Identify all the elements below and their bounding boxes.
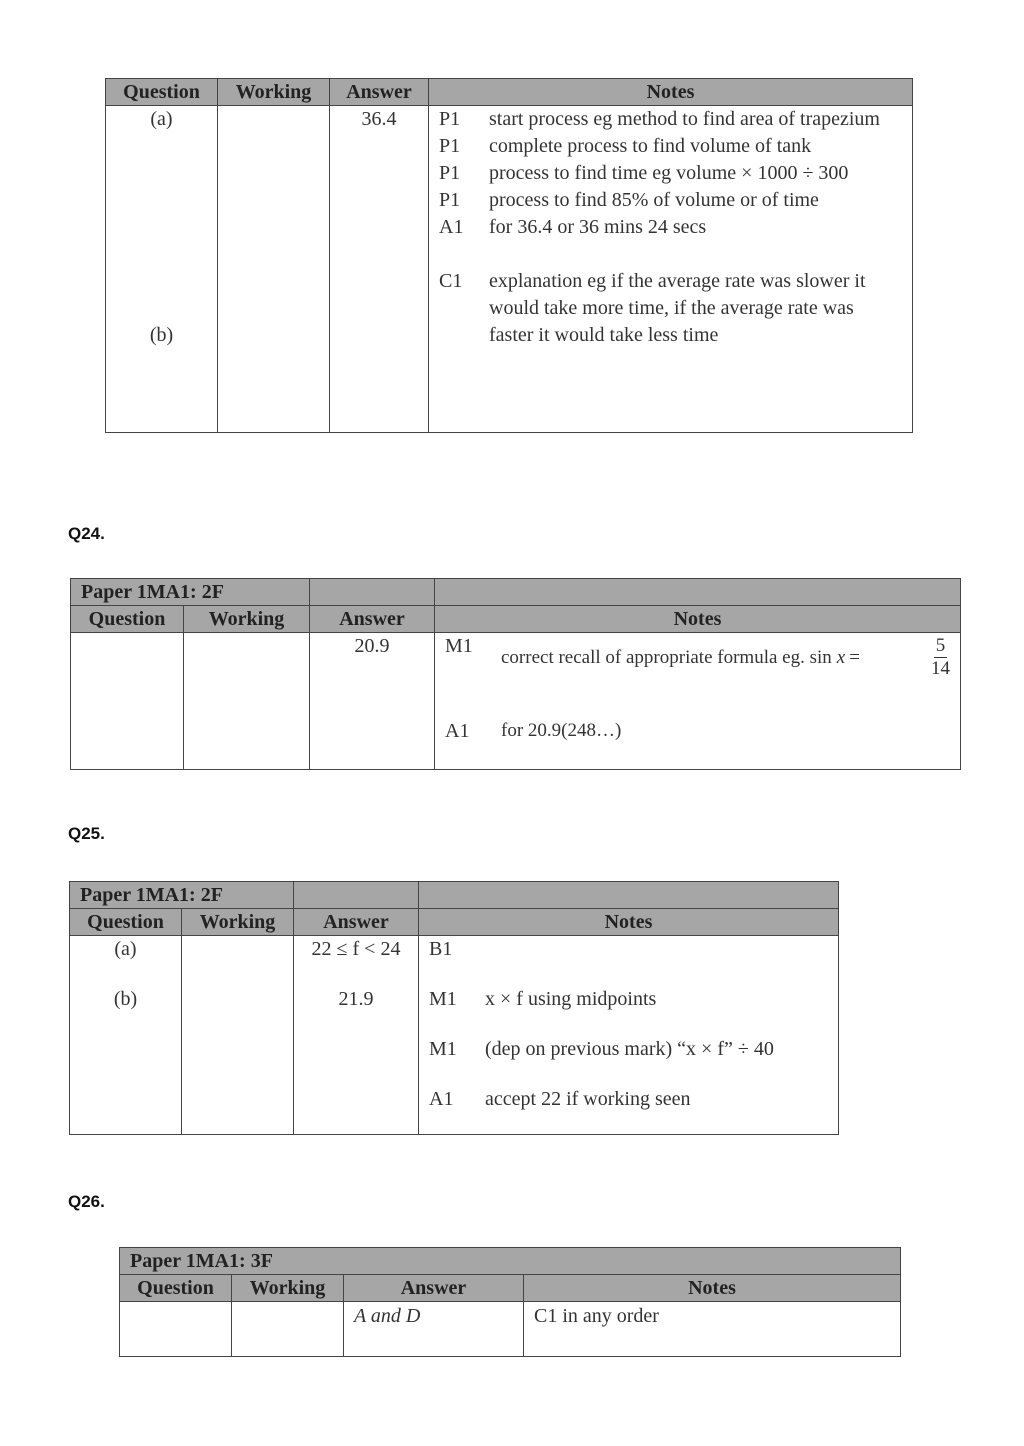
- question-label-q26: Q26.: [68, 1192, 105, 1211]
- mark-code: P1: [439, 135, 461, 157]
- fraction-numerator: 5: [935, 635, 946, 656]
- question-b: (b): [113, 988, 138, 1010]
- mark-code: B1: [429, 938, 453, 960]
- mark-code: A1: [445, 720, 470, 742]
- working-cell: [182, 936, 294, 1135]
- mark-row: [429, 1086, 828, 1112]
- mark-code: M1: [429, 988, 457, 1010]
- mark-text: accept 22 if working seen: [485, 1088, 691, 1110]
- question-cell: [70, 936, 182, 1135]
- mark-row: [439, 187, 882, 214]
- mark-text: (dep on previous mark) “x × f” ÷ 40: [485, 1038, 774, 1060]
- paper-title: Paper 1MA1: 2F: [71, 579, 310, 606]
- header-blank: [435, 579, 961, 606]
- header-working: Working: [184, 606, 310, 633]
- fraction: [931, 635, 950, 680]
- notes-cell: [429, 106, 913, 433]
- mark-code: C1: [439, 270, 463, 292]
- question-b: (b): [149, 324, 174, 346]
- mark-scheme-table-top: [105, 78, 913, 433]
- notes-cell: C1 in any order: [524, 1302, 901, 1357]
- header-answer: Answer: [294, 909, 419, 936]
- paper-title: Paper 1MA1: 3F: [120, 1248, 901, 1275]
- header-notes: Notes: [524, 1275, 901, 1302]
- a1-text: for 20.9(248…): [501, 720, 622, 741]
- mark-code: A1: [439, 216, 464, 238]
- answer-a: 22 ≤ f < 24: [311, 938, 401, 960]
- answer-cell: A and D: [344, 1302, 524, 1357]
- question-cell: [120, 1302, 232, 1357]
- header-notes: Notes: [435, 606, 961, 633]
- mark-code: P1: [439, 189, 461, 211]
- mark-text: explanation eg if the average rate was slower it would take more time, if the average rate was faster it would take less time: [489, 270, 866, 346]
- question-label-q24: Q24.: [68, 524, 105, 543]
- mark-row: [439, 106, 882, 133]
- notes-cell: [419, 936, 839, 1135]
- header-working: Working: [232, 1275, 344, 1302]
- mark-row: [429, 986, 828, 1012]
- mark-row: [429, 936, 828, 962]
- m1-variable: x: [836, 646, 846, 668]
- mark-code: M1: [429, 1038, 457, 1060]
- header-notes: Notes: [419, 909, 839, 936]
- header-question: Question: [70, 909, 182, 936]
- answer-cell: [330, 106, 429, 433]
- mark-scheme-table-q25: [69, 881, 839, 1135]
- m1-text: correct recall of appropriate formula eg. sin: [501, 646, 832, 668]
- question-a: (a): [150, 108, 173, 130]
- mark-scheme-table-q24: [70, 578, 961, 770]
- mark-text: complete process to find volume of tank: [489, 135, 812, 157]
- notes-cell: [435, 633, 961, 770]
- mark-row: [439, 133, 882, 160]
- m1-equals: =: [849, 646, 860, 668]
- mark-text: process to find time eg volume × 1000 ÷ 300: [489, 162, 849, 184]
- mark-row: [439, 268, 882, 349]
- header-working: Working: [218, 79, 330, 106]
- header-answer: Answer: [330, 79, 429, 106]
- mark-row: [439, 214, 882, 241]
- mark-code: M1: [445, 635, 473, 657]
- mark-text: process to find 85% of volume or of time: [489, 189, 819, 211]
- question-cell: [106, 106, 218, 433]
- answer-cell: [294, 936, 419, 1135]
- m1-note: [501, 635, 950, 680]
- header-question: Question: [71, 606, 184, 633]
- header-question: Question: [106, 79, 218, 106]
- header-working: Working: [182, 909, 294, 936]
- header-notes: Notes: [429, 79, 913, 106]
- mark-text: x × f using midpoints: [485, 988, 657, 1010]
- header-answer: Answer: [344, 1275, 524, 1302]
- mark-row: [429, 1036, 828, 1062]
- paper-title: Paper 1MA1: 2F: [70, 882, 294, 909]
- mark-code: P1: [439, 162, 461, 184]
- working-cell: [184, 633, 310, 770]
- mark-text: for 36.4 or 36 mins 24 secs: [489, 216, 707, 238]
- header-blank: [294, 882, 419, 909]
- answer-cell: 20.9: [310, 633, 435, 770]
- question-label-q25: Q25.: [68, 824, 105, 843]
- working-cell: [218, 106, 330, 433]
- header-answer: Answer: [310, 606, 435, 633]
- working-cell: [232, 1302, 344, 1357]
- answer-a: 36.4: [361, 108, 397, 130]
- answer-b: 21.9: [338, 988, 374, 1010]
- mark-code: A1: [429, 1088, 454, 1110]
- question-a: (a): [114, 938, 137, 960]
- mark-row: [439, 160, 882, 187]
- mark-text: start process eg method to find area of trapezium: [489, 108, 880, 130]
- question-cell: [71, 633, 184, 770]
- header-blank: [419, 882, 839, 909]
- mark-scheme-table-q26: [119, 1247, 901, 1357]
- header-blank: [310, 579, 435, 606]
- header-question: Question: [120, 1275, 232, 1302]
- fraction-denominator: 14: [931, 658, 950, 679]
- mark-code: P1: [439, 108, 461, 130]
